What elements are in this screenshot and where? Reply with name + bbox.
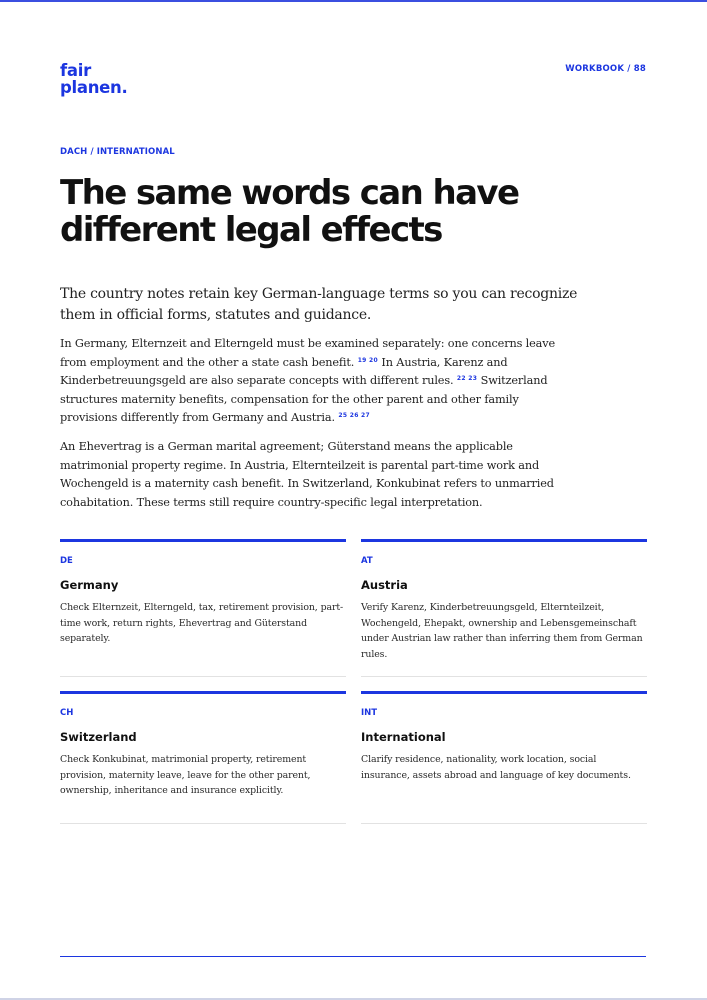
paragraph-text: In Germany, Elternzeit and Elterngeld must be examined separately: one concerns leave from employment and the other a state cash benefit. bbox=[60, 337, 556, 369]
country-code: INT bbox=[361, 708, 378, 718]
page-title: The same words can have different legal effects bbox=[60, 173, 519, 250]
body-paragraph-1 bbox=[60, 335, 570, 428]
country-card-austria bbox=[361, 539, 647, 677]
footnote-ref[interactable]: 19 20 bbox=[357, 356, 378, 364]
country-code: CH bbox=[60, 708, 74, 718]
country-name: Austria bbox=[361, 578, 408, 592]
country-description: Check Konkubinat, matrimonial property, retirement provision, maternity leave, leave for the other parent, ownership, inheritance and insurance explicitly. bbox=[60, 754, 311, 796]
logo-line-1: fair bbox=[60, 61, 91, 80]
brand-logo bbox=[60, 62, 127, 96]
country-name: Germany bbox=[60, 578, 119, 592]
country-description: Verify Karenz, Kinderbetreuungsgeld, Elternteilzeit, Wochengeld, Ehepakt, ownership and Lebensgemeinschaft under Austrian law rather than inferring them from German rules. bbox=[361, 602, 643, 660]
country-description: Check Elternzeit, Elterngeld, tax, retirement provision, part-time work, return rights, Ehevertrag and Güterstand separately. bbox=[60, 602, 344, 644]
country-card-germany bbox=[60, 539, 346, 677]
footnote-ref[interactable]: 22 23 bbox=[456, 375, 478, 382]
lede-paragraph: The country notes retain key German-language terms so you can recognize them in official forms, statutes and guidance. bbox=[60, 286, 578, 323]
country-name: Switzerland bbox=[60, 730, 137, 744]
paragraph-text: Switzerland structures maternity benefits, compensation for the other parent and other family provisions differently from Germany and Austria. bbox=[60, 374, 548, 424]
footnote-ref[interactable]: 25 26 27 bbox=[338, 412, 371, 419]
country-name: International bbox=[361, 730, 446, 744]
kicker: DACH / INTERNATIONAL bbox=[60, 147, 175, 157]
logo-line-2: planen. bbox=[60, 78, 128, 97]
country-card-international bbox=[361, 691, 647, 824]
body-paragraph-2: An Ehevertrag is a German marital agreement; Güterstand means the applicable matrimonial property regime. In Austria, Elternteilzeit is parental part-time work and Wochengeld is a maternity cash benefit. In Switzerland, Konkubinat refers to unmarried cohabitation. These terms still require country-specific legal interpretation. bbox=[60, 440, 554, 509]
country-description: Clarify residence, nationality, work location, social insurance, assets abroad and language of key documents. bbox=[361, 754, 631, 781]
footer-divider bbox=[60, 956, 646, 957]
country-code: AT bbox=[361, 556, 373, 566]
country-code: DE bbox=[60, 556, 73, 566]
country-card-switzerland bbox=[60, 691, 346, 824]
section-label: WORKBOOK / 88 bbox=[565, 64, 646, 74]
paragraph-text: In Austria, Karenz and Kinderbetreuungsgeld are also separate concepts with different rules. bbox=[60, 355, 508, 387]
